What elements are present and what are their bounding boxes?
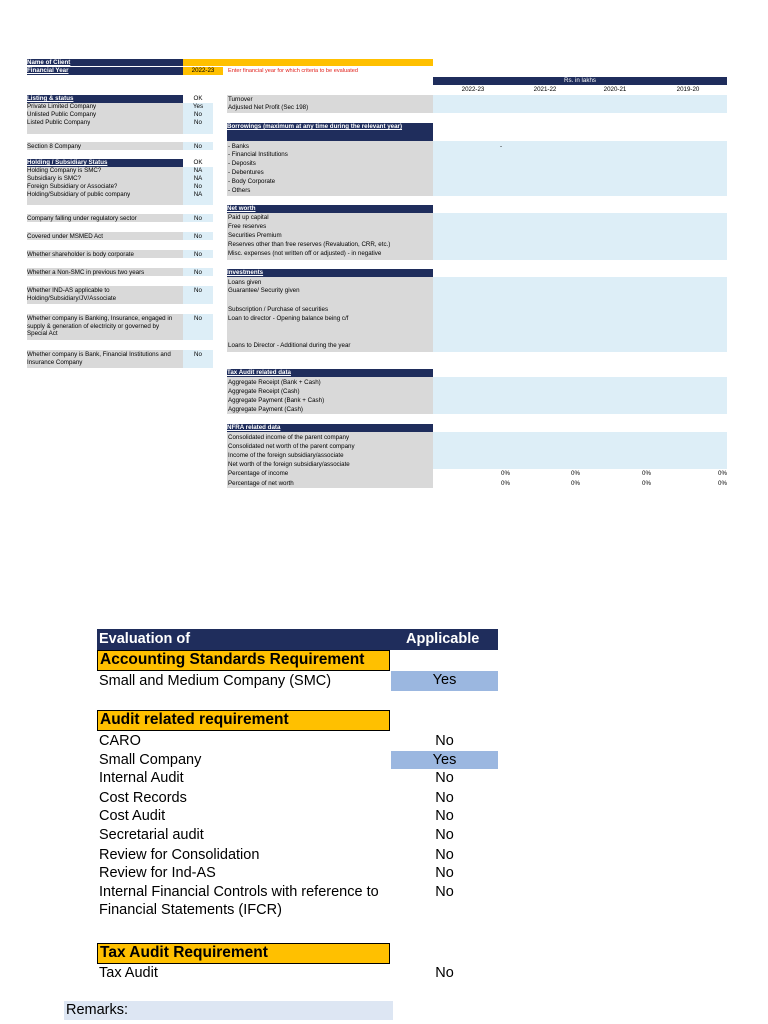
investment-row: Loans given <box>228 279 262 286</box>
turnover-label: Turnover <box>228 96 253 103</box>
nfra-row: Consolidated net worth of the parent company <box>228 443 355 450</box>
eval-row-value[interactable]: No <box>435 827 454 843</box>
pct-income-label: Percentage of income <box>228 470 289 477</box>
investments-input-grid[interactable] <box>433 277 727 352</box>
question-label: Whether company is Bank, Financial Institutions and Insurance Company <box>27 351 171 366</box>
listing-status-header: Listing & status <box>27 95 183 103</box>
turnover-input-grid[interactable] <box>433 95 727 113</box>
holding-status-header: Holding / Subsidiary Status <box>27 159 183 167</box>
year-col-2: 2021-22 <box>533 86 557 93</box>
holding-row-label: Subsidiary is SMC? <box>27 175 81 182</box>
question-value[interactable]: No <box>194 315 202 322</box>
borrowing-row: - Body Corporate <box>228 178 276 185</box>
eval-row-value[interactable]: No <box>435 790 454 806</box>
holding-row-label: Foreign Subsidiary or Associate? <box>27 183 118 190</box>
tax-data-row: Aggregate Payment (Bank + Cash) <box>228 397 325 404</box>
nfra-header: NFRA related data <box>227 424 433 432</box>
tax-data-header: Tax Audit related data <box>227 369 433 377</box>
eval-row-label: Review for Ind-AS <box>99 865 216 881</box>
remarks-label: Remarks: <box>66 1002 129 1018</box>
investment-row: Loans to Director - Additional during the year <box>228 342 351 349</box>
listing-row-label: Unlisted Public Company <box>27 111 97 118</box>
tax-data-input-grid[interactable] <box>433 377 727 414</box>
eval-row-value[interactable]: No <box>435 884 454 900</box>
question-value[interactable]: No <box>194 287 202 294</box>
question-label: Whether a Non-SMC in previous two years <box>27 269 145 276</box>
pct-income-value: 0% <box>642 470 651 477</box>
pct-networth-value: 0% <box>718 480 727 487</box>
question-value[interactable]: No <box>194 215 202 222</box>
adjusted-net-profit-label: Adjusted Net Profit (Sec 198) <box>228 104 309 111</box>
question-label: Company falling under regulatory sector <box>27 215 137 222</box>
listing-row-label: Listed Public Company <box>27 119 91 126</box>
pct-networth-value: 0% <box>642 480 651 487</box>
year-col-3: 2020-21 <box>603 86 627 93</box>
eval-row-value[interactable]: No <box>435 770 454 786</box>
nfra-row: Net worth of the foreign subsidiary/associate <box>228 461 350 468</box>
eval-row-value[interactable]: Yes <box>391 751 498 769</box>
borrowing-row: - Financial Institutions <box>228 151 288 158</box>
eval-row-label: Review for Consolidation <box>99 847 260 863</box>
eval-row-label: Internal Financial Controls with reference to Financial Statements (IFCR) <box>99 884 379 918</box>
eval-row-label: Small and Medium Company (SMC) <box>99 673 332 689</box>
eval-row-label: Small Company <box>99 752 202 768</box>
holding-status-value: OK <box>193 159 203 166</box>
evaluation-header-row <box>97 629 498 650</box>
listing-status-value: OK <box>193 95 203 102</box>
question-value[interactable]: No <box>194 351 202 358</box>
client-name-label: Name of Client <box>27 59 183 66</box>
question-value[interactable]: No <box>194 233 202 240</box>
section8-value[interactable]: No <box>194 143 202 150</box>
listing-row-value[interactable]: No <box>194 111 202 118</box>
networth-row: Reserves other than free reserves (Revaluation, CRR, etc.) <box>228 241 391 248</box>
eval-row-value[interactable]: No <box>435 965 454 981</box>
borrowings-input-grid[interactable] <box>433 141 727 196</box>
eval-row-value[interactable]: No <box>435 733 454 749</box>
borrowing-row: - Deposits <box>228 160 256 167</box>
borrowing-row: - Banks <box>228 143 249 150</box>
borrowings-header: Borrowings (maximum at any time during the relevant year) <box>227 123 433 131</box>
pct-networth-label: Percentage of net worth <box>228 480 294 487</box>
banks-dash: - <box>500 143 503 150</box>
investment-row: Guarantee/ Security given <box>228 287 300 294</box>
pct-income-value: 0% <box>501 470 510 477</box>
holding-row-value[interactable]: NA <box>193 167 203 174</box>
eval-row-label: Secretarial audit <box>99 827 204 843</box>
applicable-label: Applicable <box>406 631 480 647</box>
investments-header: Investments <box>227 269 433 277</box>
networth-row: Misc. expenses (not written off or adjusted) - in negative <box>228 250 382 257</box>
borrowing-row: - Others <box>228 187 251 194</box>
networth-row: Paid up capital <box>228 214 269 221</box>
eval-row-value[interactable]: No <box>435 865 454 881</box>
section8-label: Section 8 Company <box>27 143 81 150</box>
nfra-row: Consolidated income of the parent company <box>228 434 350 441</box>
question-label: Covered under MSMED Act <box>27 233 103 240</box>
eval-row-label: Tax Audit <box>99 965 158 981</box>
accounting-standards-header: Accounting Standards Requirement <box>97 650 390 671</box>
client-name-input[interactable] <box>183 59 433 66</box>
eval-row-label: Cost Audit <box>99 808 166 824</box>
holding-row-label: Holding/Subsidiary of public company <box>27 191 131 198</box>
borrowings-header-spacer <box>227 131 433 141</box>
holding-row-label: Holding Company is SMC? <box>27 167 102 174</box>
year-col-1: 2022-23 <box>461 86 485 93</box>
networth-row: Securities Premium <box>228 232 282 239</box>
tax-data-row: Aggregate Payment (Cash) <box>228 406 303 413</box>
currency-header: Rs. in lakhs <box>433 77 727 85</box>
tax-data-row: Aggregate Receipt (Cash) <box>228 388 300 395</box>
eval-row-label: Internal Audit <box>99 770 184 786</box>
pct-networth-value: 0% <box>501 480 510 487</box>
investment-row: Loan to director - Opening balance being c/f <box>228 315 349 322</box>
year-col-4: 2019-20 <box>676 86 700 93</box>
nfra-row: Income of the foreign subsidiary/associate <box>228 452 344 459</box>
networth-input-grid[interactable] <box>433 213 727 260</box>
investment-row: Subscription / Purchase of securities <box>228 306 329 313</box>
holding-row-value[interactable]: No <box>194 183 202 190</box>
audit-requirement-header: Audit related requirement <box>97 710 390 731</box>
networth-row: Free reserves <box>228 223 267 230</box>
pct-networth-value: 0% <box>571 480 580 487</box>
nfra-input-grid[interactable] <box>433 432 727 469</box>
eval-row-label: CARO <box>99 733 141 749</box>
listing-row-value[interactable]: Yes <box>192 103 204 110</box>
eval-row-value[interactable]: No <box>435 847 454 863</box>
tax-audit-requirement-header: Tax Audit Requirement <box>97 943 390 964</box>
financial-year-input[interactable]: 2022-23 <box>183 67 223 75</box>
holding-row-value[interactable]: NA <box>193 191 203 198</box>
question-label: Whether company is Banking, Insurance, engaged in supply & generation of electricity or governed by Special Act <box>27 315 173 337</box>
eval-row-value[interactable]: Yes <box>391 671 498 691</box>
listing-row-value[interactable]: No <box>194 119 202 126</box>
listing-row-label: Private Limited Company <box>27 103 97 110</box>
holding-row-value[interactable]: NA <box>193 175 203 182</box>
financial-year-hint: Enter financial year for which criteria to be evaluated <box>228 68 358 74</box>
evaluation-of-label: Evaluation of <box>99 631 191 647</box>
question-value[interactable]: No <box>194 269 202 276</box>
borrowing-row: - Debentures <box>228 169 264 176</box>
question-value[interactable]: No <box>194 251 202 258</box>
remarks-field[interactable] <box>64 1001 393 1020</box>
question-label: Whether IND-AS applicable to Holding/Subsidiary/JV/Associate <box>27 287 117 302</box>
eval-row-label: Cost Records <box>99 790 187 806</box>
eval-row-value[interactable]: No <box>435 808 454 824</box>
question-label: Whether shareholder is body corporate <box>27 251 134 258</box>
tax-data-row: Aggregate Receipt (Bank + Cash) <box>228 379 321 386</box>
pct-income-value: 0% <box>718 470 727 477</box>
pct-income-value: 0% <box>571 470 580 477</box>
networth-header: Net worth <box>227 205 433 213</box>
financial-year-label: Financial Year <box>27 67 183 75</box>
